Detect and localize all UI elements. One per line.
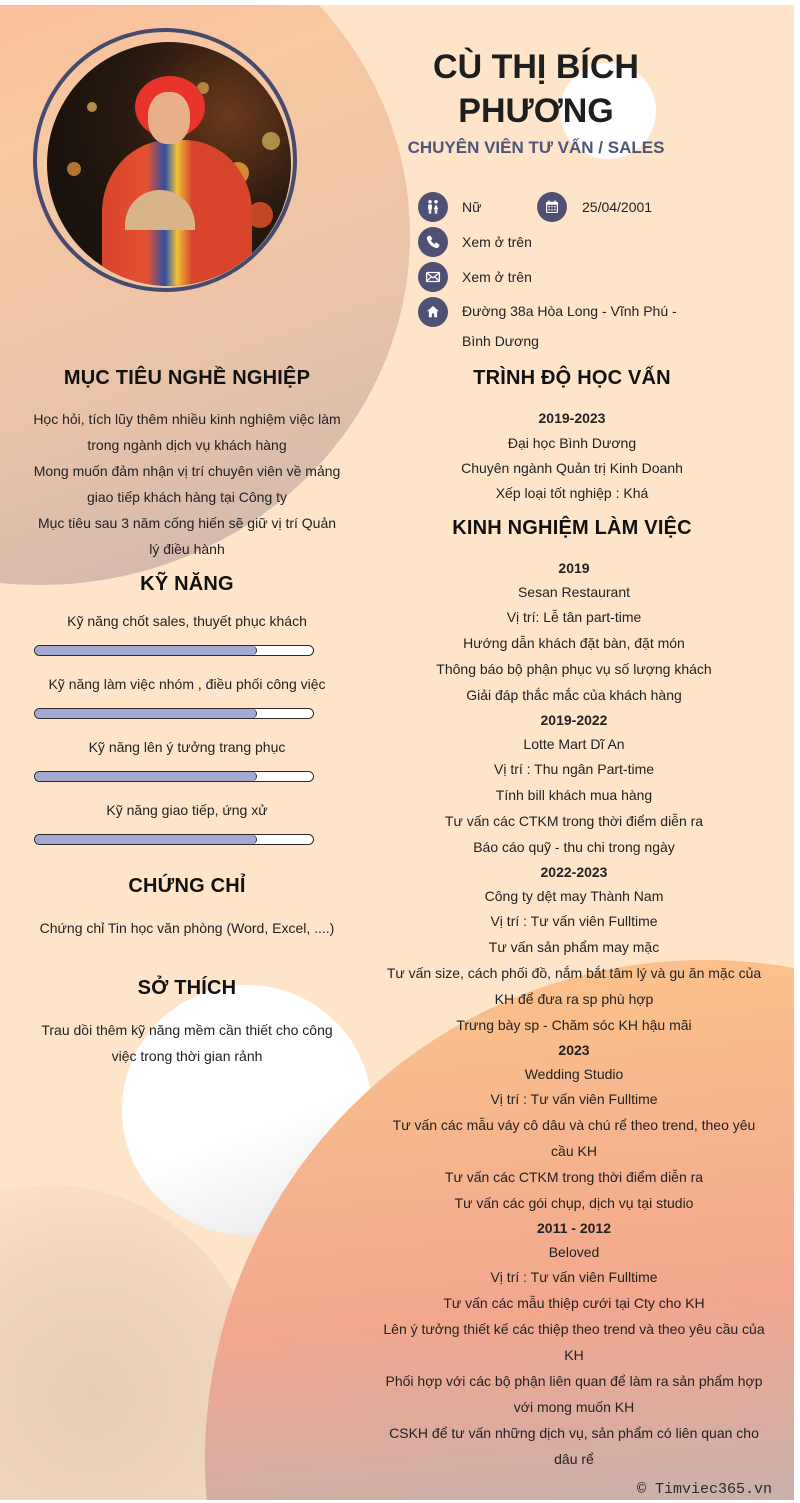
name-line-2: PHƯƠNG [458,92,614,130]
birthday-value: 25/04/2001 [582,199,653,215]
education-title: TRÌNH ĐỘ HỌC VẤN [473,367,671,389]
job-entry [374,556,774,708]
job-line: Lên ý tưởng thiết kế các thiệp theo trend và theo yêu cầu của [383,1321,765,1337]
cv-page [0,5,794,1500]
skill-label: Kỹ năng lên ý tưởng trang phục [88,739,286,755]
candidate-name [380,45,692,133]
contact-gender [418,192,481,222]
job-line: Thông báo bộ phận phục vụ số lượng khách [436,661,712,677]
skill-bar-fill [35,835,257,844]
job-period: 2022-2023 [540,864,608,880]
address-line-1: Đường 38a Hòa Long - Vĩnh Phú - [462,303,677,319]
job-period: 2011 - 2012 [537,1220,611,1236]
job-line: với mong muốn KH [513,1399,635,1415]
objective-title: MỤC TIÊU NGHỀ NGHIỆP [63,367,311,389]
skill-bar [34,708,314,719]
skill-bar [34,771,314,782]
address-line-2: Bình Dương [462,333,539,349]
avatar [47,42,291,286]
job-line: KH [564,1347,584,1363]
job-line: Báo cáo quỹ - thu chi trong ngày [473,839,675,855]
phone-icon [418,227,448,257]
skills-title: KỸ NĂNG [140,573,234,595]
objective-line: Mong muốn đảm nhận vị trí chuyên viên về mảng [33,463,341,479]
job-line: Tư vấn sản phẩm may mặc [488,939,660,955]
experience-title: KINH NGHIỆM LÀM VIỆC [452,517,692,539]
education-block [380,406,764,506]
job-line: Hướng dẫn khách đặt bàn, đặt món [463,635,685,651]
job-line: KH để đưa ra sp phù hợp [494,991,654,1007]
job-entry [374,1216,774,1472]
email-icon [418,262,448,292]
job-company: Công ty dệt may Thành Nam [484,888,664,904]
job-company: Sesan Restaurant [517,584,631,600]
objective-text [20,406,354,562]
job-line: Giải đáp thắc mắc của khách hàng [466,687,682,703]
education-period: 2019-2023 [538,410,606,426]
education-school: Đại học Bình Dương [507,435,637,451]
objective-line: Mục tiêu sau 3 năm cống hiến sẽ giữ vị trí Quản [37,515,337,531]
skill-bar-fill [35,646,257,655]
skill-label: Kỹ năng chốt sales, thuyết phục khách [67,613,307,629]
education-grade: Xếp loại tốt nghiệp : Khá [495,485,649,501]
job-line: Tính bill khách mua hàng [495,787,653,803]
hobby-line: việc trong thời gian rảnh [111,1048,263,1064]
job-company: Lotte Mart Dĩ An [523,736,625,752]
experience-list [374,556,774,1472]
job-line: Tư vấn các gói chụp, dịch vụ tại studio [454,1195,694,1211]
job-line: Trưng bày sp - Chăm sóc KH hậu mãi [456,1017,692,1033]
phone-value: Xem ở trên [462,234,532,250]
job-company: Beloved [548,1244,600,1260]
skill-bar-fill [35,772,257,781]
job-line: Phối hợp với các bộ phận liên quan để làm ra sản phẩm hợp [385,1373,763,1389]
job-entry [374,1038,774,1216]
job-line: Vị trí: Lễ tân part-time [506,609,642,625]
objective-line: Học hỏi, tích lũy thêm nhiều kinh nghiệm việc làm [33,411,341,427]
job-line: Tư vấn các CTKM trong thời điểm diễn ra [444,813,704,829]
hobbies-text [20,1017,354,1069]
job-line: Tư vấn các CTKM trong thời điểm diễn ra [444,1169,704,1185]
gender-value: Nữ [462,199,482,215]
job-line: CSKH để tư vấn những dịch vụ, sản phẩm có liên quan cho [389,1425,759,1441]
job-line: Vị trí : Tư vấn viên Fulltime [490,1269,658,1285]
job-line: Tư vấn các mẫu váy cô dâu và chú rể theo trend, theo yêu [392,1117,756,1133]
contact-email [418,262,532,292]
objective-line: trong ngành dịch vụ khách hàng [87,437,287,453]
job-line: Tư vấn các mẫu thiệp cưới tại Cty cho KH [443,1295,705,1311]
gender-icon [418,192,448,222]
job-line: dâu rể [554,1451,594,1467]
skill-bar-fill [35,709,257,718]
watermark: © Timviec365.vn [636,1481,772,1498]
job-period: 2019 [558,560,590,576]
skill-bar [34,645,314,656]
skill-bar [34,834,314,845]
certificates-title: CHỨNG CHỈ [128,875,246,897]
job-line: Vị trí : Tư vấn viên Fulltime [490,1091,658,1107]
job-line: Tư vấn size, cách phối đồ, nắm bắt tâm lý và gu ăn mặc của [386,965,762,981]
objective-line: lý điều hành [149,541,225,557]
skill-label: Kỹ năng giao tiếp, ứng xử [106,802,268,818]
job-line: Vị trí : Thu ngân Part-time [493,761,655,777]
hobby-line: Trau dồi thêm kỹ năng mềm cần thiết cho công [41,1022,333,1038]
job-period: 2023 [558,1042,590,1058]
hobbies-title: SỞ THÍCH [137,977,237,999]
contact-address [418,297,677,356]
contact-birthday [537,192,652,222]
job-company: Wedding Studio [524,1066,624,1082]
name-line-1: CÙ THỊ BÍCH [433,48,639,86]
home-icon [418,297,448,327]
contact-phone [418,227,532,257]
email-value: Xem ở trên [462,269,532,285]
job-entry [374,708,774,860]
skill-label: Kỹ năng làm việc nhóm , điều phối công việc [48,676,326,692]
job-period: 2019-2022 [540,712,608,728]
job-line: Vị trí : Tư vấn viên Fulltime [490,913,658,929]
education-major: Chuyên ngành Quản trị Kinh Doanh [461,460,683,476]
calendar-icon [537,192,567,222]
objective-line: giao tiếp khách hàng tại Công ty [86,489,288,505]
certificate-item: Chứng chỉ Tin học văn phòng (Word, Excel, ....) [39,920,335,936]
job-line: cầu KH [551,1143,597,1159]
job-entry [374,860,774,1038]
job-title: CHUYÊN VIÊN TƯ VẤN / SALES [407,138,665,157]
